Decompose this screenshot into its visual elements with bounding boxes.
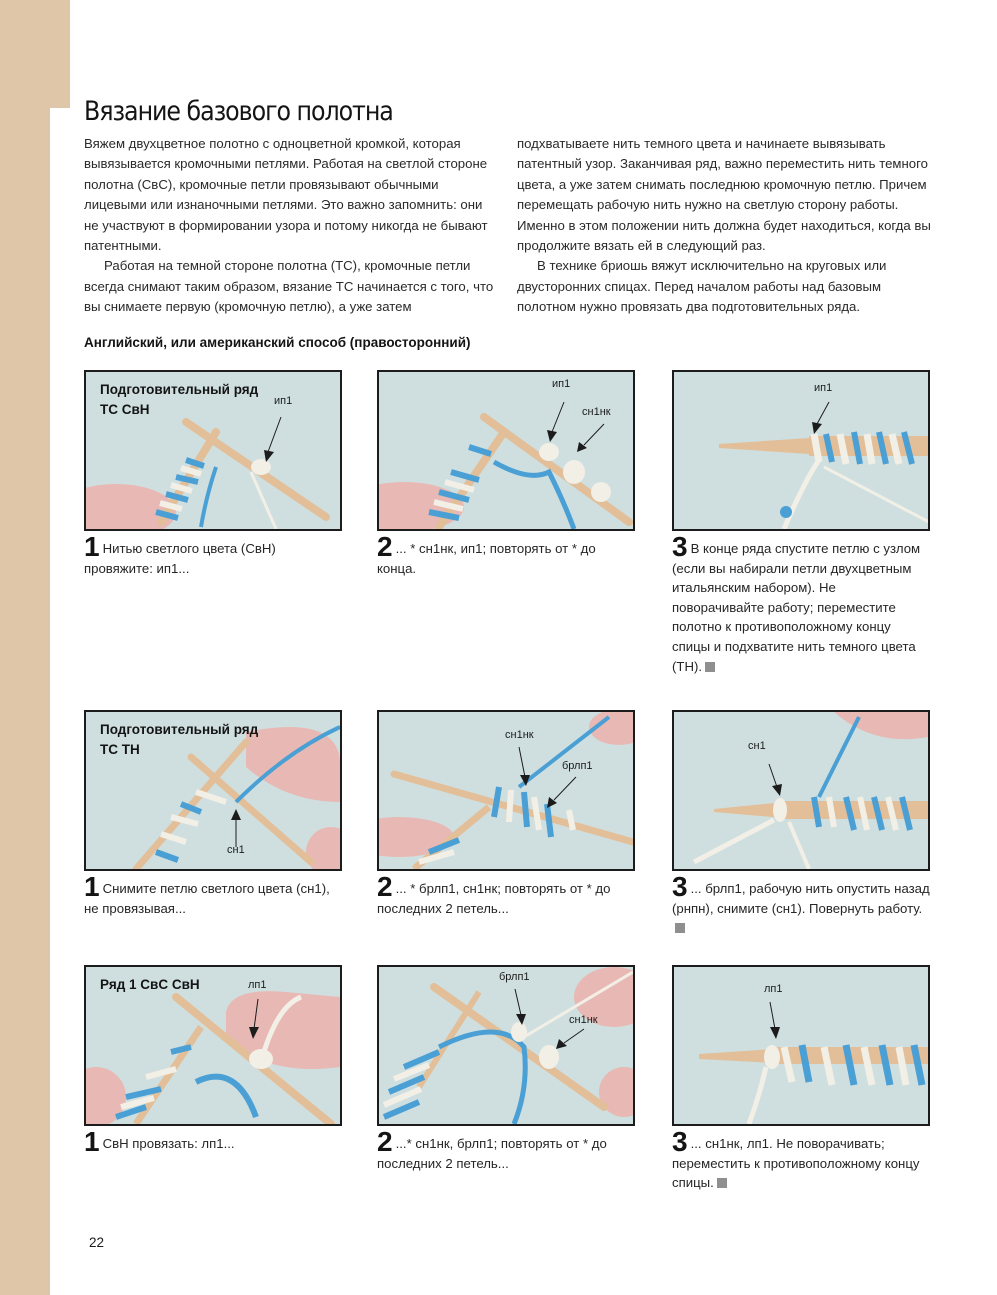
step-caption (84, 531, 342, 578)
annotation-label: сн1нк (569, 1014, 598, 1026)
step-text: ...* сн1нк, брлп1; повторять от * до последних 2 петель... (377, 1136, 607, 1171)
step-text: ... * сн1нк, ип1; повторять от * до конца. (377, 541, 596, 576)
step-card (672, 370, 930, 676)
step-number: 3 (672, 531, 688, 562)
step-text: ... сн1нк, лп1. Не поворачивать; переместить к противоположному концу спицы. (672, 1136, 920, 1191)
step-number: 2 (377, 871, 393, 902)
step-text: ... брлп1, рабочую нить опустить назад (рнпн), снимите (сн1). Повернуть работу. (672, 881, 930, 916)
step-card (377, 710, 635, 918)
end-mark-icon (705, 662, 715, 672)
annotation-label: ип1 (552, 378, 571, 390)
accent-band (0, 108, 50, 1295)
end-mark-icon (675, 923, 685, 933)
step-card (377, 965, 635, 1173)
knitting-illustration (674, 712, 928, 869)
step-text: В конце ряда спустите петлю с узлом (если вы набирали петли двухцветным итальянским набором). Не поворачивайте работу; переместите полотно к противоположному концу спицы и подхватите нить темного цвета (ТН). (672, 541, 921, 674)
annotation-label: ип1 (814, 382, 833, 394)
step-text: Снимите петлю светлого цвета (сн1), не провязывая... (84, 881, 330, 916)
intro-paragraph: подхватываете нить темного цвета и начинаете вывязывать патентный узор. Заканчивая ряд, важно переместить нить темного цвета, а уже затем снимать последнюю кромочную петлю. Причем перемещать рабочую нить нужно на светлую сторону работы. Именно в этом положении нить должна будет находиться, когда вы продолжите вязать ей в следующий раз. (517, 136, 931, 254)
accent-band-top (0, 0, 70, 108)
annotation-label: брлп1 (499, 971, 530, 983)
row-label: Ряд 1 СвС СвН (100, 977, 200, 992)
step-caption (377, 531, 635, 578)
step-photo (672, 370, 930, 531)
step-photo (84, 370, 342, 531)
step-card (84, 370, 342, 578)
intro-paragraph: Вяжем двухцветное полотно с одноцветной кромкой, которая вывязывается кромочными петлями. Работая на светлой стороне полотна (СвС), кромочные петли провязывают обычными лицевыми или изнаночными петлями. Это важно запомнить: они не участвуют в формировании узора и потому никогда не бывают патентными. (84, 136, 488, 254)
step-photo (672, 965, 930, 1126)
step-number: 3 (672, 1126, 688, 1157)
step-number: 2 (377, 1126, 393, 1157)
annotation-label: ип1 (274, 395, 293, 407)
end-mark-icon (717, 1178, 727, 1188)
step-number: 3 (672, 871, 688, 902)
intro-column-left (84, 134, 494, 318)
annotation-label: сн1 (748, 740, 766, 752)
step-photo (377, 370, 635, 531)
step-text: Нитью светлого цвета (СвН) провяжите: ип1... (84, 541, 276, 576)
step-photo (84, 965, 342, 1126)
step-photo (377, 965, 635, 1126)
step-card (377, 370, 635, 578)
knitting-illustration (379, 372, 633, 529)
step-number: 1 (84, 531, 100, 562)
step-photo (377, 710, 635, 871)
step-number: 2 (377, 531, 393, 562)
step-caption (84, 1126, 342, 1157)
annotation-label: сн1нк (505, 729, 534, 741)
step-card (84, 965, 342, 1157)
knitting-illustration (674, 967, 928, 1124)
step-caption (84, 871, 342, 918)
annotation-label: брлп1 (562, 760, 593, 772)
step-text: СвН провязать: лп1... (102, 1136, 235, 1151)
annotation-label: лп1 (248, 979, 267, 991)
step-caption (672, 1126, 930, 1193)
step-photo (84, 710, 342, 871)
intro-paragraph: В технике бриошь вяжут исключительно на круговых или двусторонних спицах. Перед началом работы над базовым полотном нужно провязать два подготовительных ряда. (517, 258, 887, 315)
knitting-illustration (379, 967, 633, 1124)
step-text: ... * брлп1, сн1нк; повторять от * до последних 2 петель... (377, 881, 611, 916)
intro-paragraph: Работая на темной стороне полотна (ТС), кромочные петли всегда снимают таким образом, вязание ТС начинается с того, что вы снимаете первую (кромочную петлю), а уже затем (84, 258, 494, 315)
page-number: 22 (89, 1235, 105, 1250)
step-caption (672, 871, 930, 938)
step-caption (377, 871, 635, 918)
step-photo (672, 710, 930, 871)
step-card (672, 965, 930, 1193)
row-label: Подготовительный ряд ТС ТН (100, 722, 259, 757)
step-number: 1 (84, 871, 100, 902)
step-card (84, 710, 342, 918)
step-caption (672, 531, 930, 676)
annotation-label: сн1 (227, 844, 245, 856)
annotation-label: сн1нк (582, 406, 611, 418)
page-title: Вязание базового полотна (84, 96, 393, 128)
step-card (672, 710, 930, 938)
step-caption (377, 1126, 635, 1173)
row-label: Подготовительный ряд ТС СвН (100, 382, 259, 417)
section-heading: Английский, или американский способ (правосторонний) (84, 335, 471, 350)
step-number: 1 (84, 1126, 100, 1157)
intro-column-right (517, 134, 937, 318)
knitting-illustration (674, 372, 928, 529)
annotation-label: лп1 (764, 983, 783, 995)
